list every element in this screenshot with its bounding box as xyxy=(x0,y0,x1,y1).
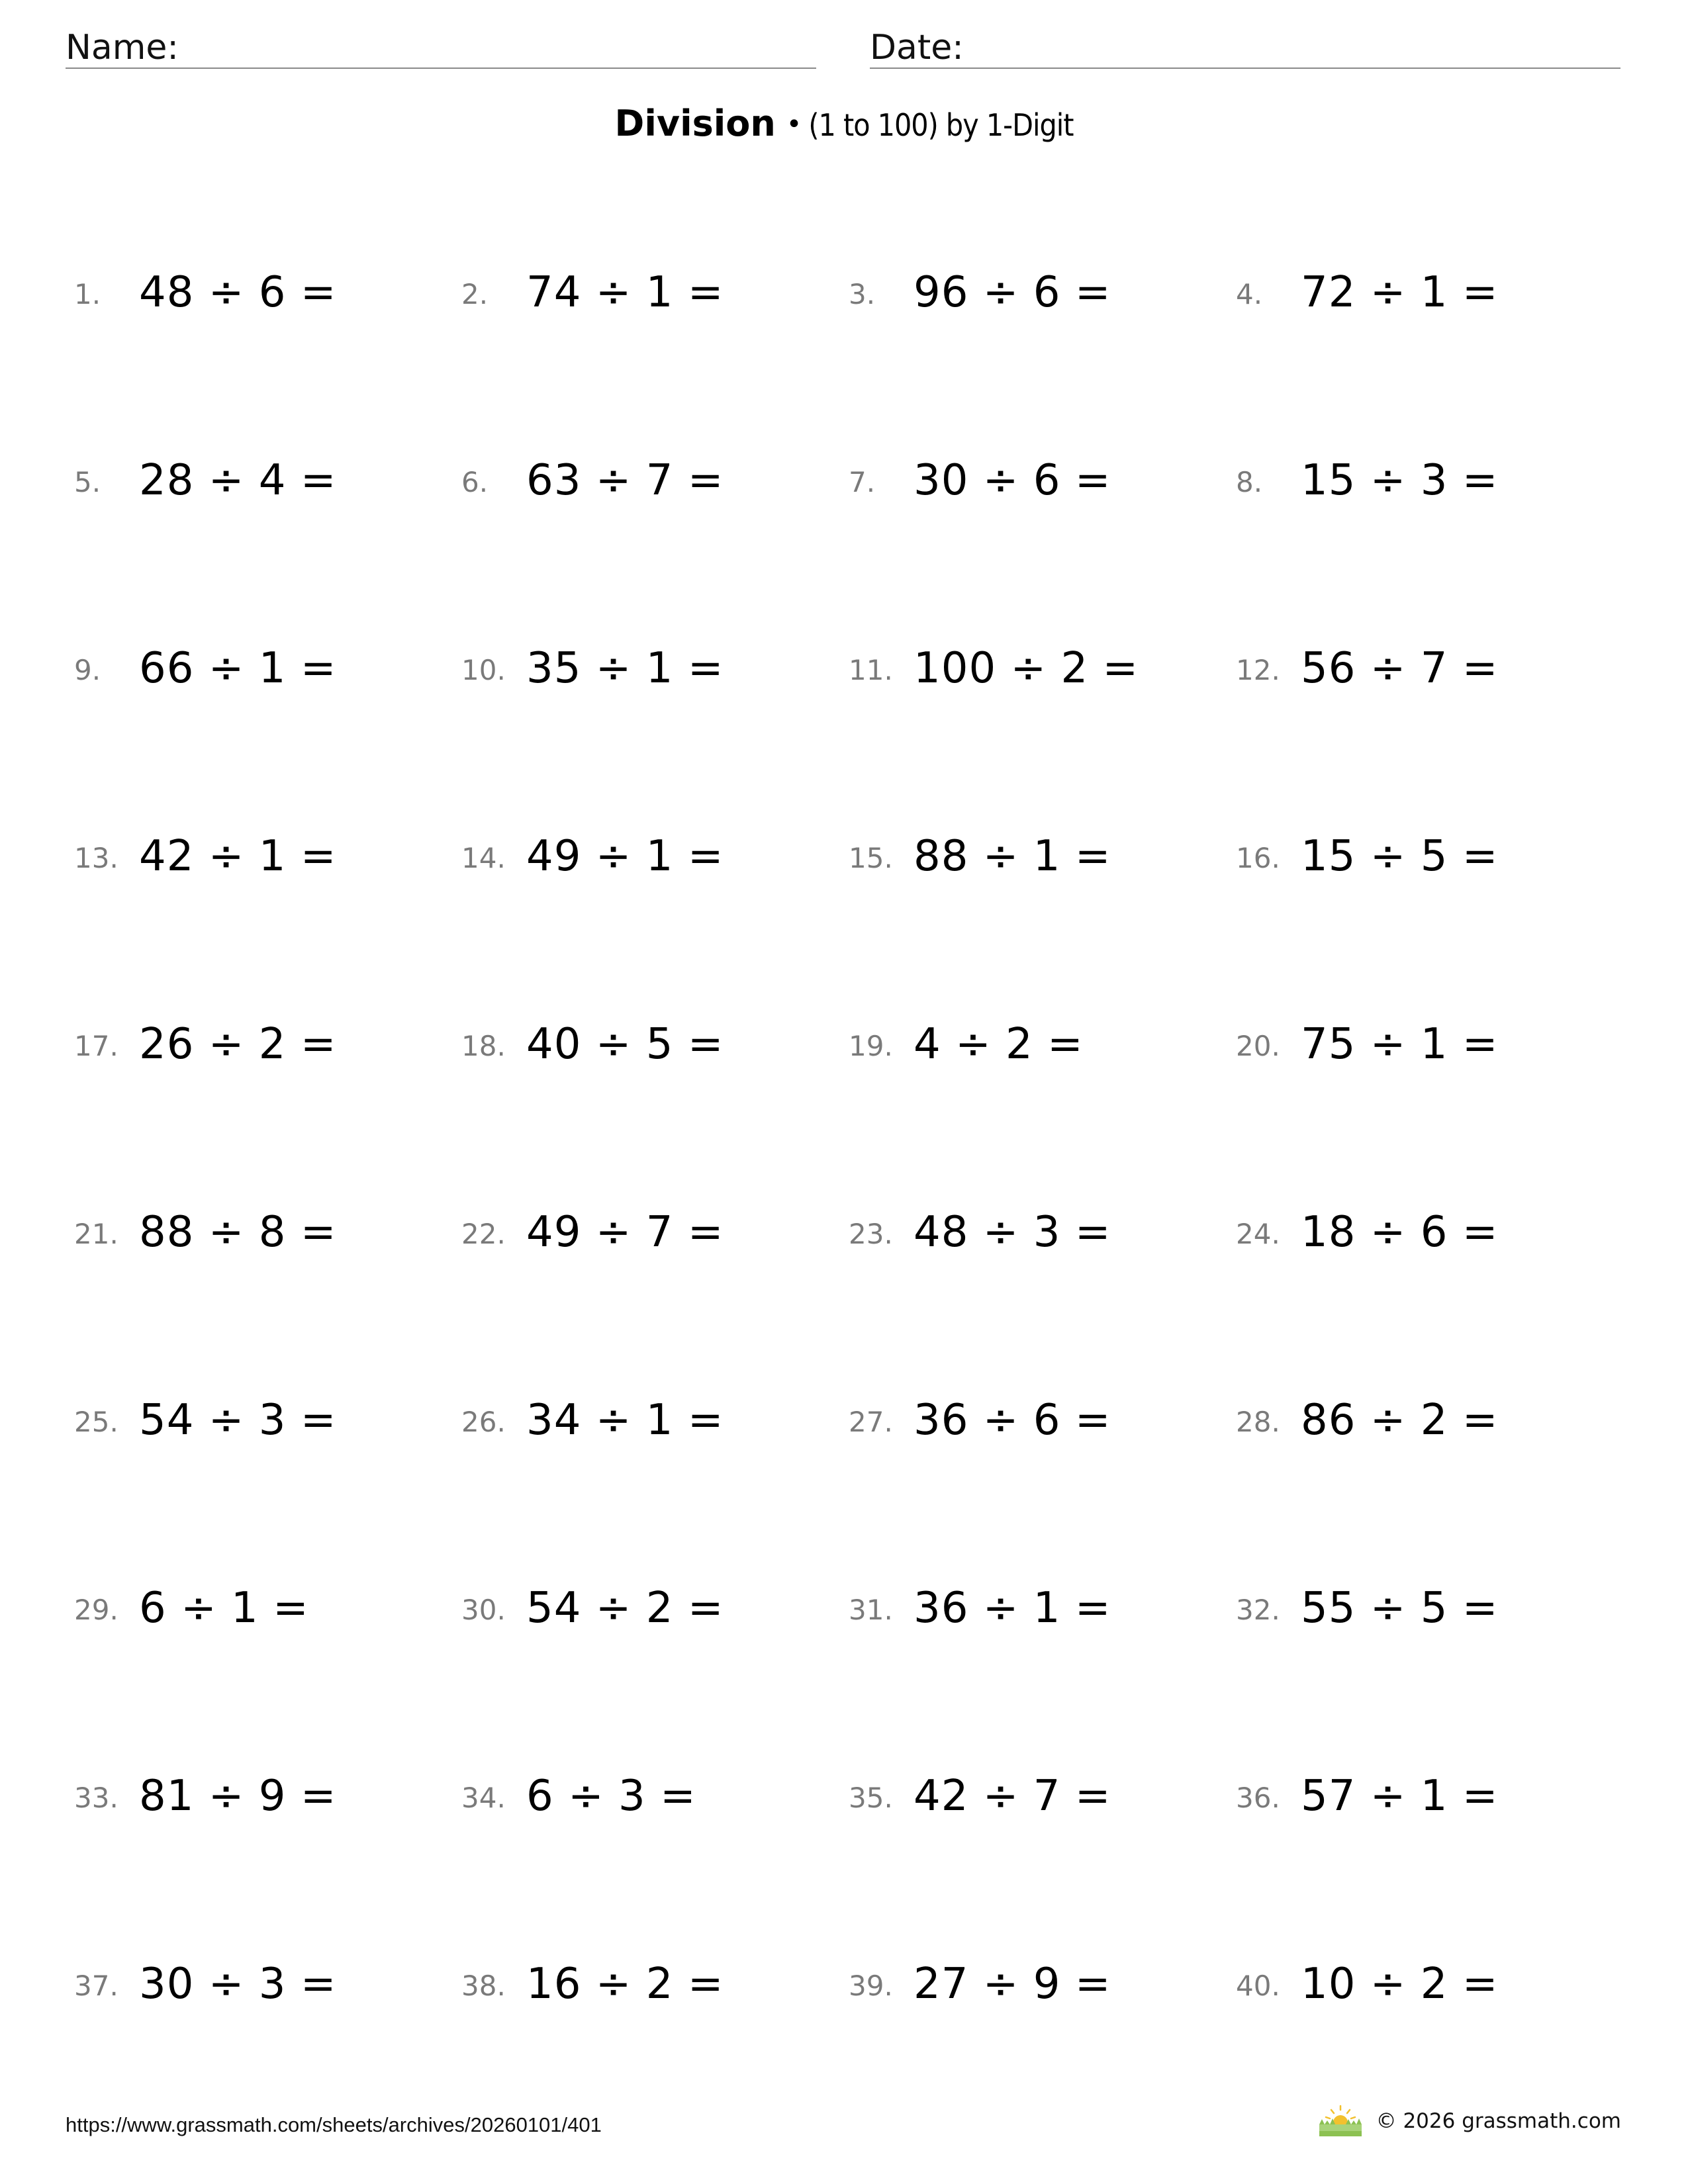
name-field[interactable] xyxy=(66,24,816,69)
problem-expression: 72 ÷ 1 = xyxy=(1301,268,1499,317)
problem-expression: 15 ÷ 3 = xyxy=(1301,456,1499,505)
problem-number: 29. xyxy=(74,1594,118,1626)
problem-expression: 6 ÷ 1 = xyxy=(139,1584,309,1633)
problem-number: 28. xyxy=(1236,1406,1280,1438)
problem-item xyxy=(1236,1580,1607,1633)
name-label: Name: xyxy=(66,28,179,68)
problem-number: 6. xyxy=(461,466,489,498)
problem-expression: 56 ÷ 7 = xyxy=(1301,644,1499,693)
problem-number: 9. xyxy=(74,654,101,686)
problem-expression: 18 ÷ 6 = xyxy=(1301,1208,1499,1257)
problem-item xyxy=(1236,453,1607,506)
problem-item xyxy=(461,1205,832,1257)
problem-item xyxy=(461,641,832,694)
problem-item xyxy=(1236,1205,1607,1257)
problem-number: 15. xyxy=(849,842,893,874)
problem-expression: 66 ÷ 1 = xyxy=(139,644,337,693)
problem-expression: 36 ÷ 6 = xyxy=(914,1396,1111,1445)
date-field[interactable] xyxy=(870,24,1620,69)
problem-item xyxy=(74,1580,445,1633)
problem-expression: 88 ÷ 1 = xyxy=(914,832,1111,881)
problem-item xyxy=(1236,1956,1607,2009)
problem-item xyxy=(74,1768,445,1821)
title-main: Division xyxy=(614,103,776,144)
problem-expression: 49 ÷ 1 = xyxy=(526,832,724,881)
problem-expression: 16 ÷ 2 = xyxy=(526,1960,724,2009)
problem-expression: 86 ÷ 2 = xyxy=(1301,1396,1499,1445)
problem-expression: 36 ÷ 1 = xyxy=(914,1584,1111,1633)
problem-number: 27. xyxy=(849,1406,893,1438)
problem-item xyxy=(1236,1017,1607,1069)
problem-number: 1. xyxy=(74,278,101,310)
footer-url[interactable]: https://www.grassmath.com/sheets/archives/20260101/401 xyxy=(66,2113,602,2136)
problem-item xyxy=(461,1580,832,1633)
problem-number: 25. xyxy=(74,1406,118,1438)
problem-expression: 35 ÷ 1 = xyxy=(526,644,724,693)
problem-expression: 26 ÷ 2 = xyxy=(139,1020,337,1069)
problem-item xyxy=(849,1768,1219,1821)
problem-item xyxy=(849,1205,1219,1257)
problem-expression: 49 ÷ 7 = xyxy=(526,1208,724,1257)
problem-item xyxy=(74,1017,445,1069)
problem-number: 7. xyxy=(849,466,876,498)
problem-item xyxy=(1236,265,1607,318)
problem-expression: 28 ÷ 4 = xyxy=(139,456,337,505)
problem-expression: 30 ÷ 3 = xyxy=(139,1960,337,2009)
problem-expression: 34 ÷ 1 = xyxy=(526,1396,724,1445)
problem-expression: 4 ÷ 2 = xyxy=(914,1020,1084,1069)
problem-item xyxy=(1236,829,1607,882)
problem-item xyxy=(461,829,832,882)
problem-expression: 48 ÷ 6 = xyxy=(139,268,337,317)
problem-number: 3. xyxy=(849,278,876,310)
problem-number: 20. xyxy=(1236,1030,1280,1062)
problem-expression: 88 ÷ 8 = xyxy=(139,1208,337,1257)
problem-expression: 27 ÷ 9 = xyxy=(914,1960,1111,2009)
title-subtitle: (1 to 100) by 1-Digit xyxy=(808,107,1074,143)
problem-item xyxy=(461,1392,832,1445)
problem-item xyxy=(1236,1392,1607,1445)
problem-item xyxy=(849,1956,1219,2009)
problem-expression: 10 ÷ 2 = xyxy=(1301,1960,1499,2009)
problem-number: 5. xyxy=(74,466,101,498)
problem-number: 16. xyxy=(1236,842,1280,874)
problem-expression: 81 ÷ 9 = xyxy=(139,1772,337,1821)
date-label: Date: xyxy=(870,28,964,68)
problem-number: 14. xyxy=(461,842,506,874)
problem-number: 38. xyxy=(461,1970,506,2002)
problem-expression: 74 ÷ 1 = xyxy=(526,268,724,317)
problem-number: 8. xyxy=(1236,466,1263,498)
problem-item xyxy=(74,265,445,318)
problem-number: 22. xyxy=(461,1218,506,1250)
problem-expression: 30 ÷ 6 = xyxy=(914,456,1111,505)
problem-expression: 42 ÷ 1 = xyxy=(139,832,337,881)
problem-expression: 6 ÷ 3 = xyxy=(526,1772,696,1821)
problem-item xyxy=(461,1768,832,1821)
problem-expression: 48 ÷ 3 = xyxy=(914,1208,1111,1257)
problem-item xyxy=(849,453,1219,506)
problem-number: 21. xyxy=(74,1218,118,1250)
title-separator: • xyxy=(786,109,802,140)
problem-expression: 15 ÷ 5 = xyxy=(1301,832,1499,881)
problem-item xyxy=(461,1956,832,2009)
problem-expression: 75 ÷ 1 = xyxy=(1301,1020,1499,1069)
problem-item xyxy=(461,265,832,318)
problem-number: 31. xyxy=(849,1594,893,1626)
problem-number: 34. xyxy=(461,1782,506,1814)
problem-number: 37. xyxy=(74,1970,118,2002)
problem-expression: 54 ÷ 3 = xyxy=(139,1396,337,1445)
problem-expression: 63 ÷ 7 = xyxy=(526,456,724,505)
problem-item xyxy=(849,265,1219,318)
problem-number: 32. xyxy=(1236,1594,1280,1626)
problem-number: 4. xyxy=(1236,278,1263,310)
problem-number: 26. xyxy=(461,1406,506,1438)
problem-number: 24. xyxy=(1236,1218,1280,1250)
problem-item xyxy=(74,829,445,882)
problem-expression: 42 ÷ 7 = xyxy=(914,1772,1111,1821)
footer-brand xyxy=(1317,2105,1621,2138)
problem-item xyxy=(849,1392,1219,1445)
problem-item xyxy=(849,1017,1219,1069)
problem-item xyxy=(849,641,1219,694)
problem-number: 17. xyxy=(74,1030,118,1062)
problem-number: 33. xyxy=(74,1782,118,1814)
problem-item xyxy=(461,453,832,506)
problem-expression: 54 ÷ 2 = xyxy=(526,1584,724,1633)
problem-number: 35. xyxy=(849,1782,893,1814)
problem-item xyxy=(74,453,445,506)
problem-expression: 40 ÷ 5 = xyxy=(526,1020,724,1069)
problem-number: 2. xyxy=(461,278,489,310)
problem-item xyxy=(1236,1768,1607,1821)
problem-number: 40. xyxy=(1236,1970,1280,2002)
problem-item xyxy=(74,641,445,694)
problem-item xyxy=(461,1017,832,1069)
problem-item xyxy=(849,829,1219,882)
problem-number: 30. xyxy=(461,1594,506,1626)
problem-number: 11. xyxy=(849,654,893,686)
worksheet-title xyxy=(0,103,1688,144)
problem-item xyxy=(1236,641,1607,694)
problem-number: 36. xyxy=(1236,1782,1280,1814)
copyright: © 2026 grassmath.com xyxy=(1376,2109,1621,2133)
problem-item xyxy=(74,1205,445,1257)
problem-expression: 55 ÷ 5 = xyxy=(1301,1584,1499,1633)
problem-number: 10. xyxy=(461,654,506,686)
problem-expression: 96 ÷ 6 = xyxy=(914,268,1111,317)
problem-number: 23. xyxy=(849,1218,893,1250)
problem-number: 19. xyxy=(849,1030,893,1062)
problem-number: 12. xyxy=(1236,654,1280,686)
problem-item xyxy=(74,1392,445,1445)
sun-over-grass-icon xyxy=(1317,2105,1364,2138)
problem-number: 13. xyxy=(74,842,118,874)
problem-number: 39. xyxy=(849,1970,893,2002)
problem-expression: 57 ÷ 1 = xyxy=(1301,1772,1499,1821)
problem-expression: 100 ÷ 2 = xyxy=(914,644,1139,693)
problem-item xyxy=(74,1956,445,2009)
problem-item xyxy=(849,1580,1219,1633)
problem-number: 18. xyxy=(461,1030,506,1062)
